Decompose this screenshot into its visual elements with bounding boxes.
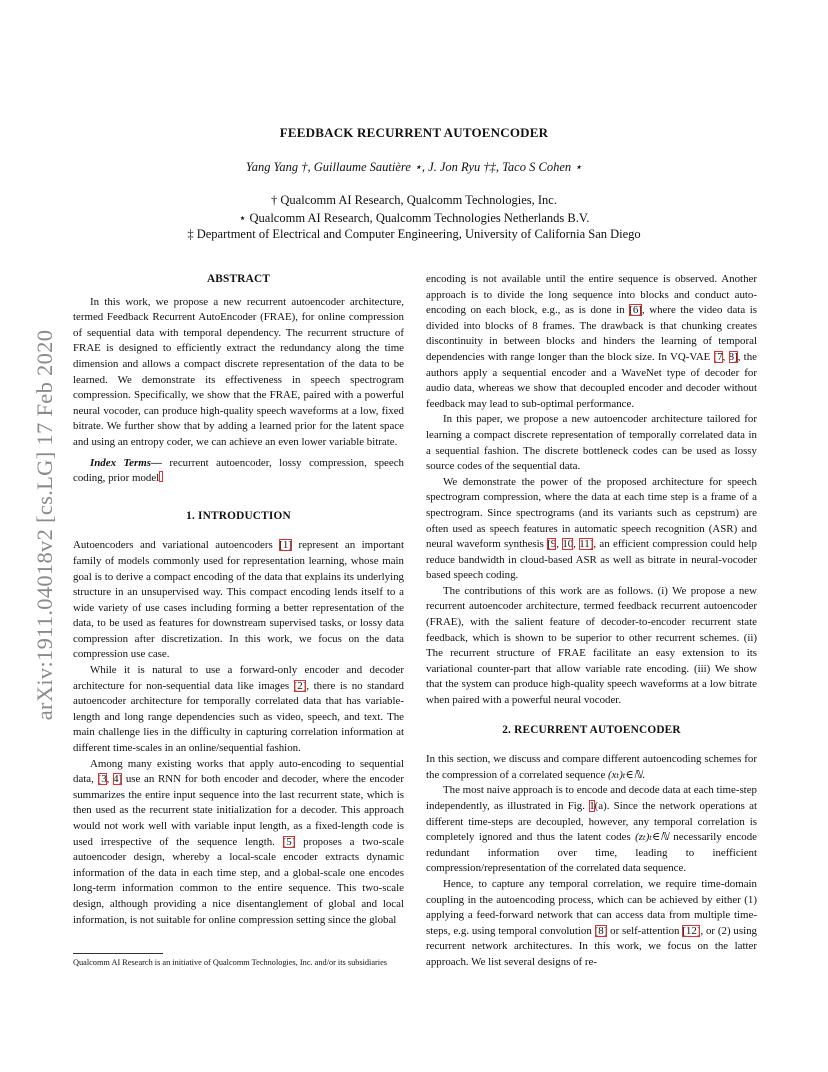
citation-link[interactable] [159,471,163,482]
affiliation-3: ‡ Department of Electrical and Computer Engineering, University of California San Diego [187,227,641,241]
intro-paragraph-4: encoding is not available until the entire sequence is observed. Another approach is to divide the long sequence into blocks and conduct auto-encoding on each block, e.g., as is done in [6], where the video data is divided into blocks of 8 frames. The drawback is that chunking creates discontinuity in between blocks and hinders the learning of temporal dependencies with range longer than the block size. In VQ-VAE [7, 8], the authors apply a sequential encoder and a WaveNet type of decoder for audio data, whereas we show that decoupled encoder and decoder without feedback may lead to sub-optimal performance. [426,273,757,410]
citation-link[interactable]: 10 [562,538,574,551]
affiliation-2: ⋆ Qualcomm AI Research, Qualcomm Technologies Netherlands B.V. [238,211,590,225]
citation-link[interactable]: [7 [713,350,723,363]
citation-link[interactable]: [5] [282,835,296,848]
citation-link[interactable]: [12] [682,924,701,937]
footnote: Qualcomm AI Research is an initiative of Qualcomm Technologies, Inc. and/or its subsidiaries [73,958,388,967]
intro-paragraph-6: We demonstrate the power of the proposed architecture for speech spectrogram compression, where the data at each time step is a frame of a spectrogram. Since spectrograms (and its variants such as cepstrum) are often used as speech features in automatic speech recognition (ASR) and neural waveform synthesis [9, 10, 11], an efficient compression could help reduce bandwidth in cloud-based ASR as well as bitrate in neural-vocoder based speech coding. [426,475,757,582]
contributions-paragraph: The contributions of this work are as follows. (i) We propose a new recurrent autoencoder architecture, termed feedback recurrent autoencoder (FRAE), with the salient feature of decoder-to-encoder recurrent state feedback, which is shown to be superior to other recurrent schemes. (ii) The recurrent structure of FRAE facilitate an easy extension to its variational counter-part that allow variable rate encoding. (iii) We show that the system can produce high-quality speech waveforms at a low bitrate when paired with a powerful neural vocoder. [426,584,757,707]
index-terms-text: recurrent autoencoder, lossy compression, speech coding, prior model [73,456,404,485]
arxiv-stamp-text: arXiv:1911.04018v2 [cs.LG] 17 Feb 2020 [32,329,57,721]
affiliation-1: † Qualcomm AI Research, Qualcomm Technologies, Inc. [271,193,557,207]
abstract-heading: ABSTRACT [206,273,271,285]
intro-heading: 1. INTRODUCTION [186,509,291,522]
left-column [73,272,404,928]
intro-paragraph-2: While it is natural to use a forward-only encoder and decoder architecture for non-sequential data like images [2], there is no standard autoencoder architecture for temporally correlated data that has variable-length and long range dependencies such as video, speech, and text. The main challenge lies in the difficulty in capturing correlation information at different time-scales in an online/sequential fashion. [73,664,405,755]
citation-link[interactable]: [6] [629,304,642,317]
right-column [426,272,757,971]
intro-paragraph-1: Autoencoders and variational autoencoders [1] represent an important family of models commonly used for representation learning, whose main goal is to derive a compact encoding of the data that explains its underlying structure in an unsupervised way. This compact encoding lends itself to a wide variety of use cases including forming a better representation of the data, to be used as features for downstream supervised tasks, or lossy data compression after discretization. In this work, we focus on the data compression use case. [73,539,404,661]
section-2-paragraph-1: In this section, we discuss and compare different autoencoding schemes for the compression of a correlated sequence (xₜ)ₜ∈ℕ. [426,753,757,781]
footnote-rule [73,953,163,954]
section-2-paragraph-3: Hence, to capture any temporal correlation, we require time-domain coupling in the autoencoding process, which can be achieved by either (1) applying a feed-forward network that can access data from multiple time-steps, e.g. using temporal convolution [8] or self-attention [12], or (2) using recurrent network architectures. In this work, we focus on the latter approach. We list several designs of re- [426,877,757,968]
citation-link[interactable]: [8] [594,924,608,937]
citation-link[interactable]: [1] [279,539,292,552]
citation-link[interactable]: [2] [293,679,307,692]
citation-link[interactable]: 8] [728,350,738,363]
index-terms [73,456,404,487]
citation-link[interactable]: [9 [547,538,557,551]
author-list: Yang Yang †, Guillaume Sautière ⋆, J. Jon Ryu †‡, Taco S Cohen ⋆ [245,160,583,174]
figure-link[interactable]: 1 [589,800,595,812]
citation-link[interactable]: 4] [113,773,123,786]
paper-title: FEEDBACK RECURRENT AUTOENCODER [279,125,549,140]
citation-link[interactable]: [3 [97,773,107,786]
abstract-text: In this work, we propose a new recurrent autoencoder architecture, termed Feedback Recurrent AutoEncoder (FRAE), for online compression of sequential data with temporal dependency. The recurrent structure of FRAE is designed to efficiently extract the redundancy along the time dimension and allows a compact discrete representation of the data to be learned. We demonstrate its effectiveness in speech spectrogram compression. Specifically, we show that the FRAE, paired with a powerful neural vocoder, can produce high-quality speech waveforms at a low, fixed bitrate. We further show that by adding a learned prior for the latent space and using an entropy coder, we can achieve an even lower variable bitrate. [73,295,404,448]
arxiv-stamp [30,290,60,760]
citation-link[interactable]: 11] [579,538,594,551]
section-2-heading: 2. RECURRENT AUTOENCODER [502,723,681,736]
intro-paragraph-5: In this paper, we propose a new autoencoder architecture tailored for learning a compact discrete representation of temporally correlated data in a sequential fashion. The discrete bottleneck codes can be used as lossy source codes of the sequential data. [426,413,757,473]
section-2-paragraph-2: The most naive approach is to encode and decode data at each time-step independently, as illustrated in Fig. 1(a). Since the network operations at different time-steps are decoupled, however, any temporal correlation is completely ignored and thus the latent codes (zₜ)ₜ∈ℕ necessarily encode redundant information over time, leading to inefficient compression/representation of the correlated data sequence. [426,784,757,875]
intro-paragraph-3: Among many existing works that apply auto-encoding to sequential data, [3, 4] use an RNN for both encoder and decoder, where the encoder summarizes the entire input sequence into the last recurrent state, which is then used as the recurrent state initialization for a decoder. This approach would not work well with variable input length, as a fixed-length code is used irrespective of the sequence length. [5] proposes a two-scale autoencoder design, whereby a local-scale encoder extracts dynamic information of the data in each time step, and a global-scale one encodes long-term information common to the entire sequence. This two-scale design, although providing a nice disentanglement of global and local information, is not suitable for online compression setting since the global [73,757,404,926]
index-terms-label: Index Terms— [90,456,162,469]
